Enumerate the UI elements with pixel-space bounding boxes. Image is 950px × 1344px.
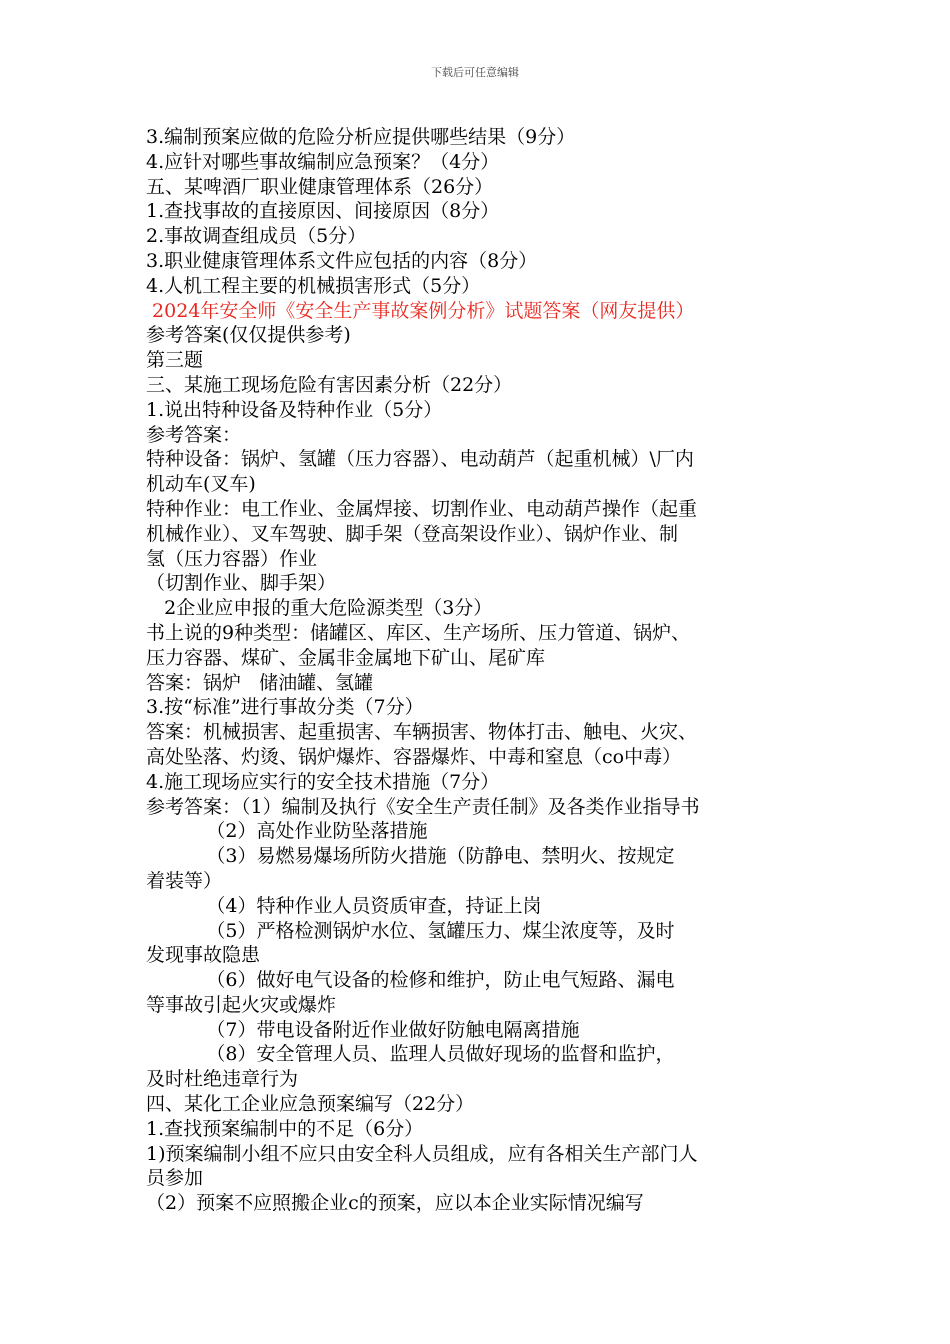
text-line: 4.施工现场应实行的安全技术措施（7分） <box>146 770 500 793</box>
text-line: （8）安全管理人员、监理人员做好现场的监督和监护， <box>146 1043 675 1066</box>
text-line: 答案：锅炉 储油罐、氢罐 <box>146 671 374 694</box>
section-heading: 五、某啤酒厂职业健康管理体系（26分） <box>146 175 494 198</box>
section-heading: 三、某施工现场危险有害因素分析（22分） <box>146 373 513 396</box>
text-line: 特种作业：电工作业、金属焊接、切割作业、电动葫芦操作（起重 <box>146 497 698 520</box>
text-line: （2）高处作业防坠落措施 <box>146 820 428 843</box>
text-line: 1.说出特种设备及特种作业（5分） <box>146 398 443 421</box>
text-line: 4.应针对哪些事故编制应急预案？（4分） <box>146 150 500 173</box>
text-line: 发现事故隐患 <box>146 944 261 967</box>
text-line: 2企业应申报的重大危险源类型（3分） <box>146 597 493 620</box>
text-line: 第三题 <box>146 349 204 372</box>
text-line: 2.事故调查组成员（5分） <box>146 225 367 248</box>
text-line: 等事故引起火灾或爆炸 <box>146 993 337 1016</box>
page-header: 下载后可任意编辑 <box>431 66 519 79</box>
text-line: 3.按“标准”进行事故分类（7分） <box>146 696 424 719</box>
section-heading: 四、某化工企业应急预案编写（22分） <box>146 1093 475 1116</box>
text-line: 3.编制预案应做的危险分析应提供哪些结果（9分） <box>146 126 576 148</box>
text-line: 3.职业健康管理体系文件应包括的内容（8分） <box>146 249 538 272</box>
text-line: 参考答案： <box>146 423 242 446</box>
document-body <box>146 125 826 1216</box>
text-line: （6）做好电气设备的检修和维护，防止电气短路、漏电 <box>146 969 675 992</box>
text-line: （5）严格检测锅炉水位、氢罐压力、煤尘浓度等，及时 <box>146 919 675 942</box>
text-line: 参考答案：（1）编制及执行《安全生产责任制》及各类作业指导书 <box>146 795 700 818</box>
text-line: 1)预案编制小组不应只由安全科人员组成，应有各相关生产部门人 <box>146 1142 698 1165</box>
text-line: （7）带电设备附近作业做好防触电隔离措施 <box>146 1018 580 1041</box>
text-line: 及时杜绝违章行为 <box>146 1068 299 1091</box>
text-line: 氢（压力容器）作业 <box>146 547 318 570</box>
text-line: 书上说的9种类型：储罐区、库区、生产场所、压力管道、锅炉、 <box>146 621 691 644</box>
text-line: 1.查找事故的直接原因、间接原因（8分） <box>146 200 500 223</box>
text-line: 答案：机械损害、起重损害、车辆损害、物体打击、触电、火灾、 <box>146 721 698 744</box>
text-line: （3）易燃易爆场所防火措施（防静电、禁明火、按规定 <box>146 845 675 868</box>
text-line: （2）预案不应照搬企业c的预案，应以本企业实际情况编写 <box>146 1192 644 1215</box>
text-line: 机械作业）、叉车驾驶、脚手架（登高架设作业）、锅炉作业、制 <box>146 522 679 545</box>
text-line: 参考答案(仅仅提供参考) <box>146 324 351 347</box>
text-line: 员参加 <box>146 1167 204 1190</box>
text-line: 高处坠落、灼烫、锅炉爆炸、容器爆炸、中毒和窒息（co中毒） <box>146 745 682 768</box>
text-line: （切割作业、脚手架） <box>146 572 337 595</box>
highlighted-title: 2024年安全师《安全生产事故案例分析》试题答案（网友提供） <box>146 299 695 322</box>
text-line: 压力容器、煤矿、金属非金属地下矿山、尾矿库 <box>146 646 546 669</box>
text-line: 1.查找预案编制中的不足（6分） <box>146 1117 424 1140</box>
text-line: 特种设备：锅炉、氢罐（压力容器）、电动葫芦（起重机械）\厂内 <box>146 448 694 471</box>
text-line: 着装等） <box>146 869 223 892</box>
text-line: 机动车(叉车) <box>146 473 256 496</box>
text-line: （4）特种作业人员资质审查，持证上岗 <box>146 894 542 917</box>
text-line: 4.人机工程主要的机械损害形式（5分） <box>146 274 481 297</box>
